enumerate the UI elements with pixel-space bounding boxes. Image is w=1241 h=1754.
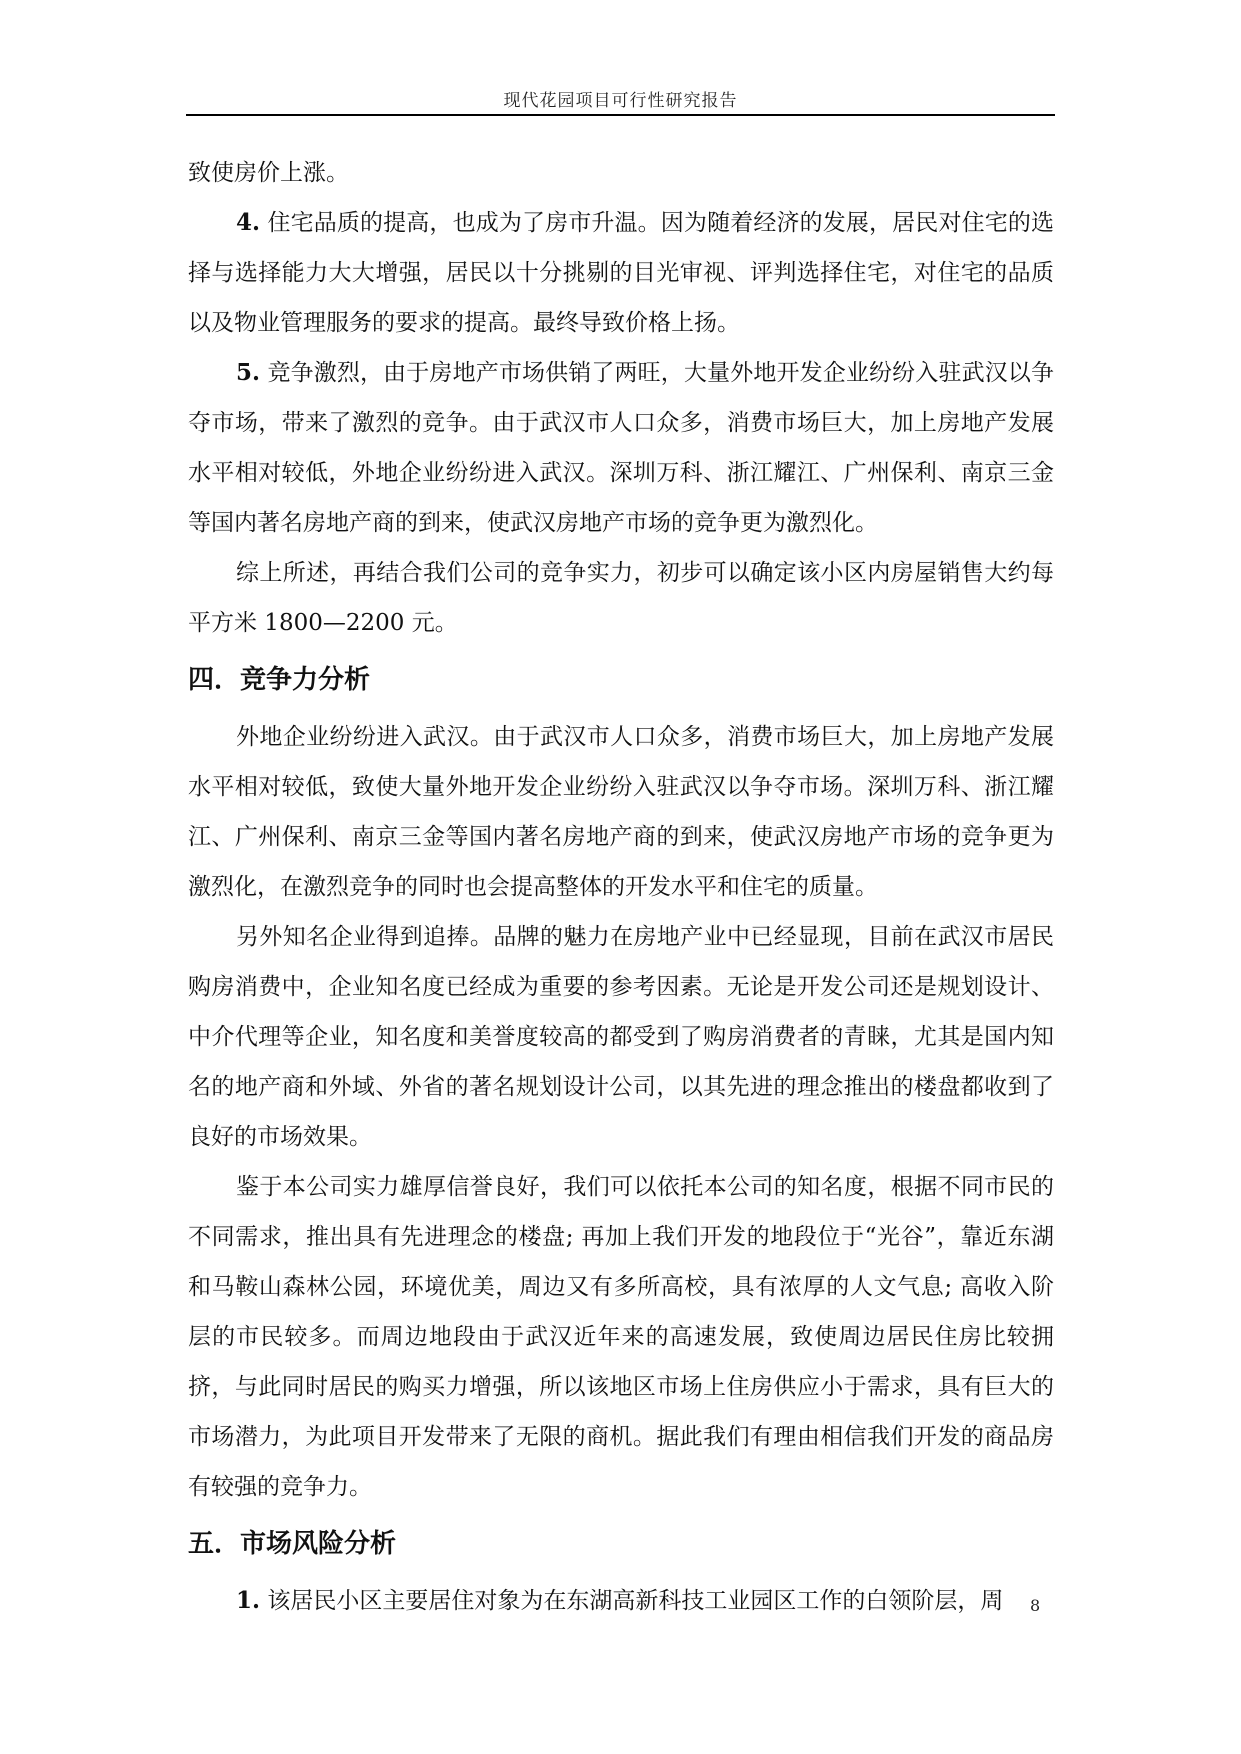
item-number: 4.	[236, 209, 261, 236]
paragraph-competition-2: 另外知名企业得到追捧。品牌的魅力在房地产业中已经显现，目前在武汉市居民购房消费中，企业知名度已经成为重要的参考因素。无论是开发公司还是规划设计、中介代理等企业，知名度和美誉度较高的都受到了购房消费者的青睐，尤其是国内知名的地产商和外域、外省的著名规划设计公司，以其先进的理念推出的楼盘都收到了良好的市场效果。	[188, 924, 1054, 1150]
item-text: 住宅品质的提高，也成为了房市升温。因为随着经济的发展，居民对住宅的选择与选择能力大大增强，居民以十分挑剔的目光审视、评判选择住宅，对住宅的品质以及物业管理服务的要求的提高。最终导致价格上扬。	[188, 210, 1054, 336]
item-text: 该居民小区主要居住对象为在东湖高新科技工业园区工作的白领阶层，周	[260, 1588, 1004, 1614]
paragraph-item-4	[188, 198, 1054, 348]
section-heading-competitiveness: 四．竞争力分析	[188, 665, 371, 695]
item-text: 竞争激烈，由于房地产市场供销了两旺，大量外地开发企业纷纷入驻武汉以争夺市场，带来了激烈的竞争。由于武汉市人口众多，消费市场巨大，加上房地产发展水平相对较低，外地企业纷纷进入武汉。深圳万科、浙江耀江、广州保利、南京三金等国内著名房地产商的到来，使武汉房地产市场的竞争更为激烈化。	[188, 360, 1054, 536]
paragraph-risk-item-1	[188, 1576, 1054, 1626]
paragraph-continuation: 致使房价上涨。	[188, 160, 349, 186]
item-number: 5.	[236, 359, 261, 386]
page-number: 8	[1030, 1596, 1041, 1615]
paragraph-competition-1: 外地企业纷纷进入武汉。由于武汉市人口众多，消费市场巨大，加上房地产发展水平相对较低，致使大量外地开发企业纷纷入驻武汉以争夺市场。深圳万科、浙江耀江、广州保利、南京三金等国内著名房地产商的到来，使武汉房地产市场的竞争更为激烈化，在激烈竞争的同时也会提高整体的开发水平和住宅的质量。	[188, 724, 1054, 900]
paragraph-competition-3: 鉴于本公司实力雄厚信誉良好，我们可以依托本公司的知名度，根据不同市民的不同需求，推出具有先进理念的楼盘; 再加上我们开发的地段位于“光谷”，靠近东湖和马鞍山森林公园，环境优美，周边又有多所高校，具有浓厚的人文气息; 高收入阶层的市民较多。而周边地段由于武汉近年来的高速发展，致使周边居民住房比较拥挤，与此同时居民的购买力增强，所以该地区市场上住房供应小于需求，具有巨大的市场潜力，为此项目开发带来了无限的商机。据此我们有理由相信我们开发的商品房有较强的竞争力。	[188, 1174, 1054, 1500]
paragraph-summary: 综上所述，再结合我们公司的竞争实力，初步可以确定该小区内房屋销售大约每平方米 1800—2200 元。	[188, 560, 1054, 636]
header-rule	[186, 114, 1055, 116]
page-content	[188, 148, 1054, 1626]
item-number: 1.	[236, 1587, 261, 1614]
paragraph-item-5	[188, 348, 1054, 548]
running-header: 现代花园项目可行性研究报告	[503, 91, 738, 111]
section-heading-market-risk: 五．市场风险分析	[188, 1529, 397, 1559]
